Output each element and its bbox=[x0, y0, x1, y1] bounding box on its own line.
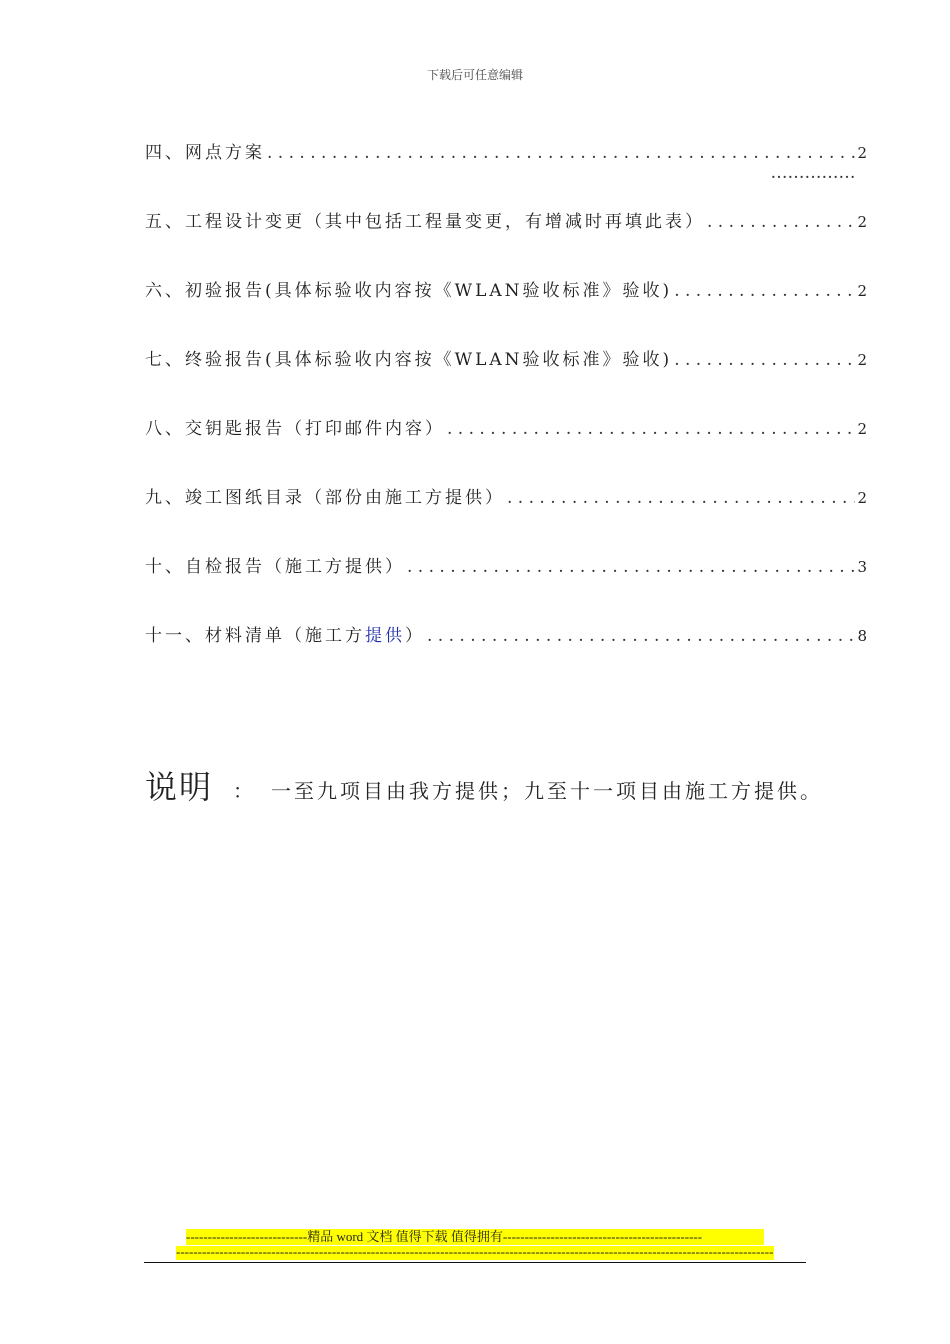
toc-leader bbox=[674, 281, 855, 301]
toc-entry-label: 八、交钥匙报告（打印邮件内容） bbox=[145, 419, 445, 439]
toc-entry-label bbox=[145, 621, 425, 646]
toc-page-number: 2 bbox=[857, 144, 867, 162]
toc-entry-5 bbox=[145, 207, 867, 276]
toc-leader bbox=[267, 143, 855, 183]
toc-leader bbox=[427, 626, 855, 646]
footer-banner-line-1: ----------------------------精品 word 文档 值得下载 值得拥有---------------------------------------------- bbox=[186, 1229, 764, 1245]
toc-page-number: 2 bbox=[857, 489, 867, 507]
footer-banner-line-2: ------------------------------------------------------------------------------------------------------------------------------------------ bbox=[176, 1246, 774, 1259]
toc-leader bbox=[674, 350, 855, 370]
table-of-contents bbox=[145, 138, 867, 690]
toc-entry-label-end: ） bbox=[405, 626, 425, 646]
toc-entry-label-link[interactable]: 提供 bbox=[365, 626, 405, 646]
toc-entry-11 bbox=[145, 621, 867, 690]
toc-page-number: 2 bbox=[857, 282, 867, 300]
toc-entry-label: 九、竣工图纸目录（部份由施工方提供） bbox=[145, 488, 505, 508]
toc-entry-10 bbox=[145, 552, 867, 621]
toc-leader bbox=[447, 419, 855, 439]
toc-entry-label: 七、终验报告(具体标验收内容按《WLAN验收标准》验收) bbox=[145, 350, 673, 370]
explanation-note bbox=[145, 762, 823, 808]
toc-entry-7 bbox=[145, 345, 867, 414]
toc-entry-label: 四、网点方案 bbox=[145, 143, 265, 163]
note-text: 一至九项目由我方提供；九至十一项目由施工方提供。 bbox=[271, 779, 824, 803]
toc-entry-6 bbox=[145, 276, 867, 345]
toc-entry-label: 十、自检报告（施工方提供） bbox=[145, 557, 405, 577]
toc-leader bbox=[707, 212, 855, 232]
note-colon: ： bbox=[233, 779, 254, 803]
note-title: 说明 bbox=[145, 768, 214, 806]
toc-page-number: 3 bbox=[857, 558, 867, 576]
toc-entry-label: 六、初验报告(具体标验收内容按《WLAN验收标准》验收) bbox=[145, 281, 673, 301]
toc-page-number: 2 bbox=[857, 420, 867, 438]
toc-entry-9 bbox=[145, 483, 867, 552]
page-header: 下载后可任意编辑 bbox=[426, 68, 523, 82]
toc-entry-4 bbox=[145, 138, 867, 207]
toc-leader bbox=[407, 557, 855, 577]
toc-entry-8 bbox=[145, 414, 867, 483]
toc-entry-label: 五、工程设计变更（其中包括工程量变更，有增减时再填此表） bbox=[145, 212, 705, 232]
toc-leader-ellipsis: . . . …………… bbox=[766, 163, 855, 183]
toc-page-number: 8 bbox=[857, 627, 867, 645]
toc-page-number: 2 bbox=[857, 351, 867, 369]
footer-divider bbox=[144, 1262, 806, 1263]
toc-page-number: 2 bbox=[857, 213, 867, 231]
toc-entry-label-start: 十一、材料清单（施工方 bbox=[145, 626, 365, 646]
toc-leader bbox=[507, 488, 855, 508]
